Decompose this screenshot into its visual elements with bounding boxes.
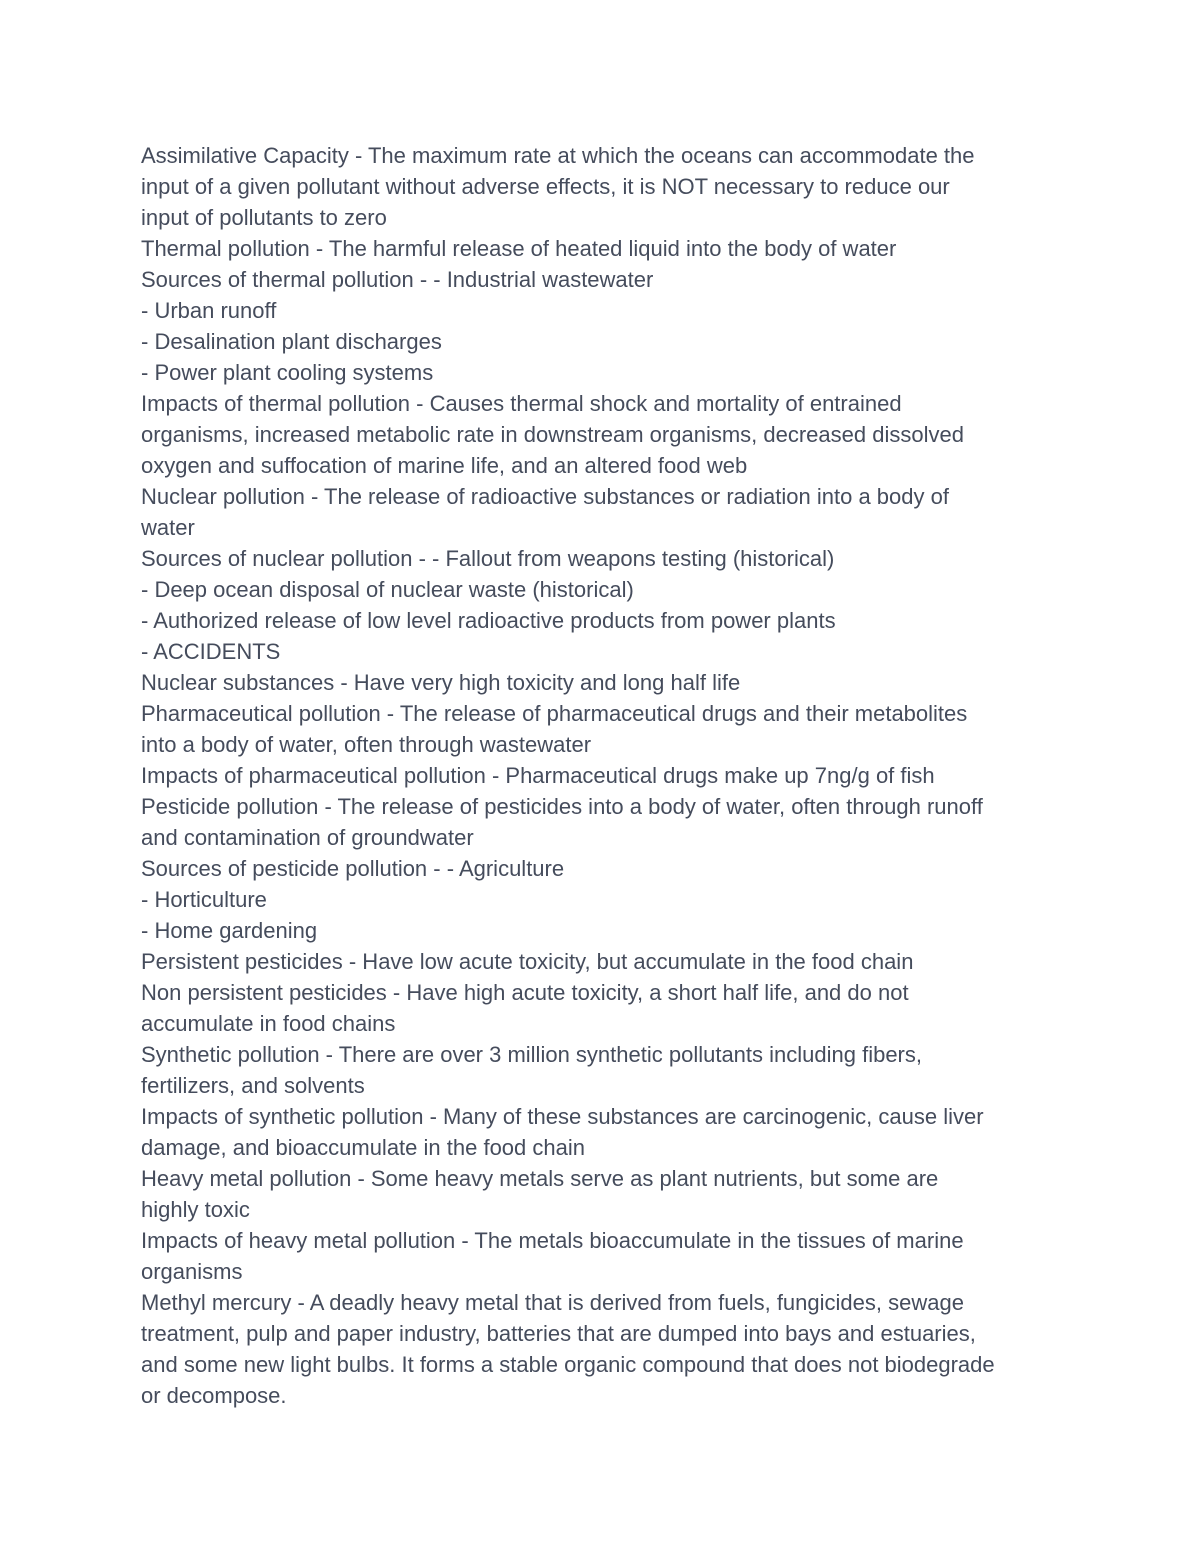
text-line: Sources of thermal pollution - - Industrial wastewater (141, 267, 654, 292)
text-line: Sources of nuclear pollution - - Fallout from weapons testing (historical) (141, 546, 835, 571)
document-page (141, 140, 1071, 1411)
text-line: Nuclear pollution - The release of radioactive substances or radiation into a body of (141, 484, 949, 509)
text-line: Methyl mercury - A deadly heavy metal that is derived from fuels, fungicides, sewage (141, 1290, 964, 1315)
text-line: input of a given pollutant without adverse effects, it is NOT necessary to reduce our (141, 174, 950, 199)
text-line: water (141, 515, 195, 540)
text-line: - Home gardening (141, 918, 318, 943)
text-line: oxygen and suffocation of marine life, and an altered food web (141, 453, 748, 478)
text-line: and some new light bulbs. It forms a stable organic compound that does not biodegrade (141, 1352, 995, 1377)
text-line: Heavy metal pollution - Some heavy metals serve as plant nutrients, but some are (141, 1166, 939, 1191)
text-line: highly toxic (141, 1197, 250, 1222)
text-line: input of pollutants to zero (141, 205, 387, 230)
text-line: - Power plant cooling systems (141, 360, 434, 385)
text-line: or decompose. (141, 1383, 287, 1408)
text-line: organisms (141, 1259, 243, 1284)
text-line: Non persistent pesticides - Have high acute toxicity, a short half life, and do not (141, 980, 909, 1005)
text-line: - Desalination plant discharges (141, 329, 442, 354)
text-line: fertilizers, and solvents (141, 1073, 365, 1098)
text-line: Sources of pesticide pollution - - Agriculture (141, 856, 565, 881)
text-line: and contamination of groundwater (141, 825, 474, 850)
text-line: Persistent pesticides - Have low acute toxicity, but accumulate in the food chain (141, 949, 914, 974)
text-line: into a body of water, often through wastewater (141, 732, 592, 757)
text-line: Impacts of pharmaceutical pollution - Pharmaceutical drugs make up 7ng/g of fish (141, 763, 935, 788)
text-line: - ACCIDENTS (141, 639, 281, 664)
text-line: - Authorized release of low level radioactive products from power plants (141, 608, 836, 633)
text-line: - Urban runoff (141, 298, 277, 323)
text-line: Impacts of synthetic pollution - Many of these substances are carcinogenic, cause liver (141, 1104, 984, 1129)
text-line: Synthetic pollution - There are over 3 million synthetic pollutants including fibers, (141, 1042, 922, 1067)
text-line: Thermal pollution - The harmful release of heated liquid into the body of water (141, 236, 897, 261)
text-line: Assimilative Capacity - The maximum rate at which the oceans can accommodate the (141, 143, 975, 168)
text-line: Impacts of thermal pollution - Causes thermal shock and mortality of entrained (141, 391, 902, 416)
text-line: Pesticide pollution - The release of pesticides into a body of water, often through runoff (141, 794, 983, 819)
text-line: treatment, pulp and paper industry, batteries that are dumped into bays and estuaries, (141, 1321, 976, 1346)
text-line: Impacts of heavy metal pollution - The metals bioaccumulate in the tissues of marine (141, 1228, 964, 1253)
text-line: organisms, increased metabolic rate in downstream organisms, decreased dissolved (141, 422, 964, 447)
text-line: accumulate in food chains (141, 1011, 396, 1036)
text-line: Pharmaceutical pollution - The release of pharmaceutical drugs and their metabolites (141, 701, 968, 726)
text-line: damage, and bioaccumulate in the food chain (141, 1135, 585, 1160)
text-line: - Deep ocean disposal of nuclear waste (historical) (141, 577, 634, 602)
text-line: Nuclear substances - Have very high toxicity and long half life (141, 670, 741, 695)
text-line: - Horticulture (141, 887, 267, 912)
